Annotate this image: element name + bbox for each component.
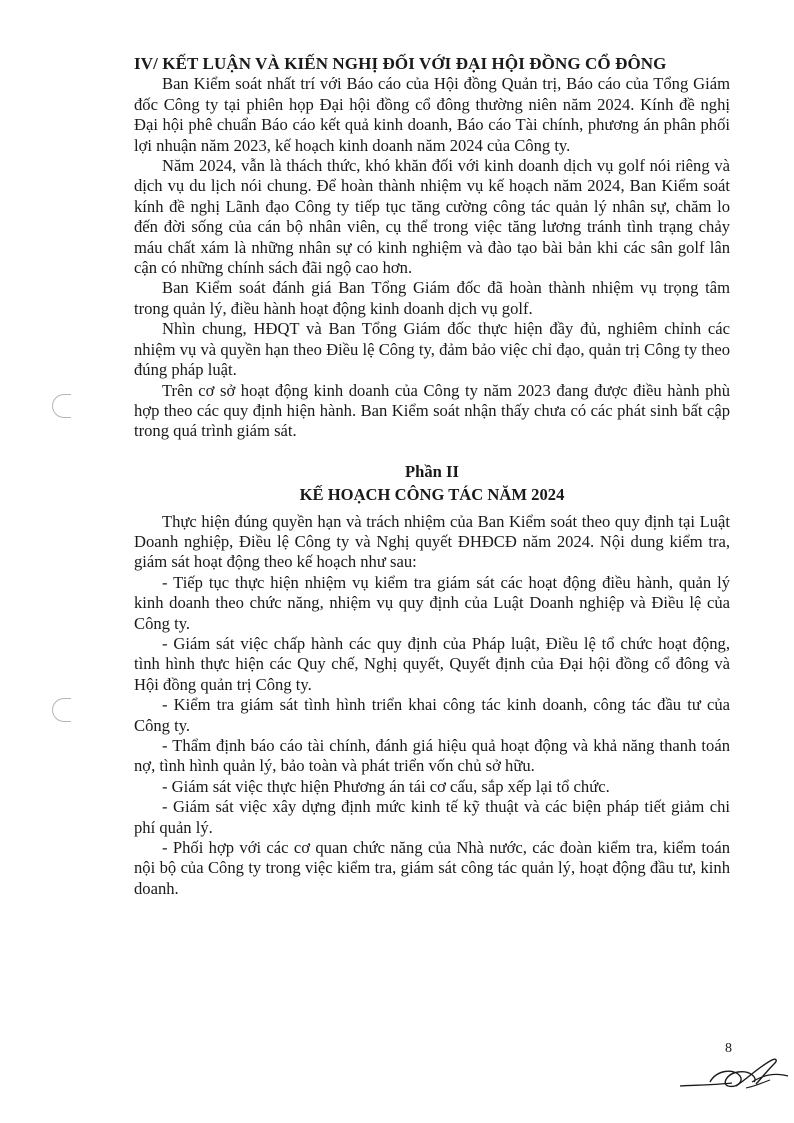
part-title: Phần II — [405, 461, 459, 481]
section-paragraph: Ban Kiểm soát nhất trí với Báo cáo của Hội đồng Quản trị, Báo cáo của Tổng Giám đốc Công ty tại phiên họp Đại hội đồng cổ đông thường niên năm 2024. Kính đề nghị Đại hội phê chuẩn Báo cáo kết quả kinh doanh, Báo cáo Tài chính, phương án phân phối lợi nhuận năm 2023, kế hoạch kinh doanh năm 2024 của Công ty. — [134, 74, 730, 155]
punch-hole-top — [52, 394, 71, 418]
section-paragraph: Ban Kiểm soát đánh giá Ban Tổng Giám đốc đã hoàn thành nhiệm vụ trọng tâm trong quản lý, điều hành hoạt động kinh doanh dịch vụ golf. — [134, 278, 730, 318]
plan-item: - Giám sát việc thực hiện Phương án tái cơ cấu, sắp xếp lại tổ chức. — [162, 776, 610, 796]
plan-item: - Kiểm tra giám sát tình hình triển khai công tác kinh doanh, công tác đầu tư của Công ty. — [134, 695, 730, 735]
page-number: 8 — [725, 1041, 732, 1056]
document-body — [134, 54, 730, 899]
plan-item: - Phối hợp với các cơ quan chức năng của Nhà nước, các đoàn kiểm tra, kiểm toán nội bộ của Công ty trong việc kiểm tra, giám sát công tác quản lý, hoạt động đầu tư, kinh doanh. — [134, 838, 730, 898]
plan-item: - Thẩm định báo cáo tài chính, đánh giá hiệu quả hoạt động và khả năng thanh toán nợ, tình hình quản lý, bảo toàn và phát triển vốn chủ sở hữu. — [134, 736, 730, 776]
section-paragraph: Năm 2024, vẫn là thách thức, khó khăn đối với kinh doanh dịch vụ golf nói riêng và dịch vụ du lịch nói chung. Để hoàn thành nhiệm vụ kế hoạch năm 2024, Ban Kiểm soát kính đề nghị Lãnh đạo Công ty tiếp tục tăng cường công tác quản lý nhân sự, chăm lo đến đời sống của cán bộ nhân viên, cụ thể trong việc tăng lương tránh tình trạng chảy máu chất xám là những nhân sự có kinh nghiệm và đào tạo bài bản khi các sân golf lân cận có những chính sách đãi ngộ cao hơn. — [134, 156, 730, 278]
plan-intro: Thực hiện đúng quyền hạn và trách nhiệm của Ban Kiểm soát theo quy định tại Luật Doanh nghiệp, Điều lệ Công ty và Nghị quyết ĐHĐCĐ năm 2024. Nội dung kiểm tra, giám sát hoạt động theo kế hoạch như sau: — [134, 511, 730, 572]
signature-mark — [676, 1052, 794, 1100]
punch-hole-bottom — [52, 698, 71, 722]
plan-item: - Tiếp tục thực hiện nhiệm vụ kiểm tra giám sát các hoạt động điều hành, quản lý kinh doanh theo chức năng, nhiệm vụ quy định của Luật Doanh nghiệp và Điều lệ của Công ty. — [134, 572, 730, 633]
section-paragraph: Nhìn chung, HĐQT và Ban Tổng Giám đốc thực hiện đầy đủ, nghiêm chỉnh các nhiệm vụ và quyền hạn theo Điều lệ Công ty, đảm bảo việc chỉ đạo, quản trị Công ty theo đúng pháp luật. — [134, 319, 730, 380]
part-subtitle: KẾ HOẠCH CÔNG TÁC NĂM 2024 — [299, 485, 565, 505]
section-heading: IV/ KẾT LUẬN VÀ KIẾN NGHỊ ĐỐI VỚI ĐẠI HỘI ĐỒNG CỔ ĐÔNG — [134, 54, 667, 73]
plan-item: - Giám sát việc chấp hành các quy định của Pháp luật, Điều lệ tổ chức hoạt động, tình hình thực hiện các Quy chế, Nghị quyết, Quyết định của Đại hội đồng cổ đông và Hội đồng quản trị Công ty. — [134, 633, 730, 694]
plan-item: - Giám sát việc xây dựng định mức kinh tế kỹ thuật và các biện pháp tiết giảm chi phí quản lý. — [134, 797, 730, 837]
section-paragraph: Trên cơ sở hoạt động kinh doanh của Công ty năm 2023 đang được điều hành phù hợp theo các quy định hiện hành. Ban Kiểm soát nhận thấy chưa có các phát sinh bất cập trong quá trình giám sát. — [134, 380, 730, 441]
